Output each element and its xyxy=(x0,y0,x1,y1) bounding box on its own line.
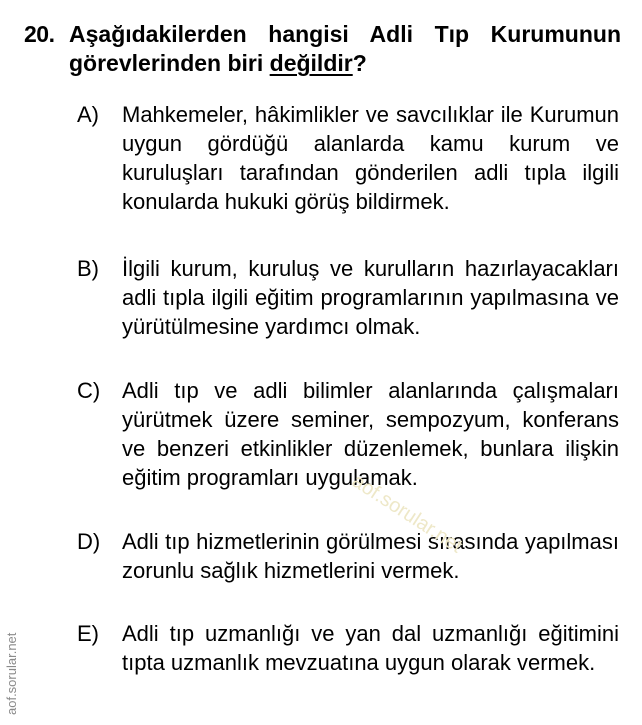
option-label: A) xyxy=(77,102,99,127)
option-text: Adli tıp hizmetlerinin görülmesi sırasında yapılması zorunlu sağlık hizmetlerini vermek. xyxy=(122,529,619,583)
option-text: Adli tıp ve adli bilimler alanlarında çalışmaları yürütmek üzere seminer, sempozyum, konferans ve benzeri etkinlikler düzenlemek, bunlara ilişkin eğitim programları uygulamak. xyxy=(122,378,619,490)
question-number: 20. xyxy=(24,21,55,47)
question-stem xyxy=(69,20,621,78)
option-label: C) xyxy=(77,378,101,403)
watermark-diagonal: aof.sorular.net xyxy=(348,470,467,558)
watermark-side: aof.sorular.net xyxy=(4,632,19,715)
option-text: Adli tıp uzmanlığı ve yan dal uzmanlığı eğitimini tıpta uzmanlık mevzuatına uygun olarak vermek. xyxy=(122,621,619,675)
option-label: D) xyxy=(77,529,101,554)
option-label: B) xyxy=(77,256,99,281)
question-stem-text: Aşağıdakilerden hangisi Adli Tıp Kurumunun görevlerinden biri xyxy=(69,21,621,76)
question-stem-suffix: ? xyxy=(352,50,367,76)
option-label: E) xyxy=(77,621,99,646)
option-text: İlgili kurum, kuruluş ve kurulların hazırlayacakları adli tıpla ilgili eğitim programlarının yapılmasına ve yürütülmesine yardımcı olmak. xyxy=(122,256,619,339)
option-text: Mahkemeler, hâkimlikler ve savcılıklar ile Kurumun uygun gördüğü alanlarda kamu kurum ve kuruluşları tarafından gönderilen adli tıpla ilgili konularda hukuki görüş bildirmek. xyxy=(122,102,619,214)
question-stem-emphasis: değildir xyxy=(269,50,353,76)
